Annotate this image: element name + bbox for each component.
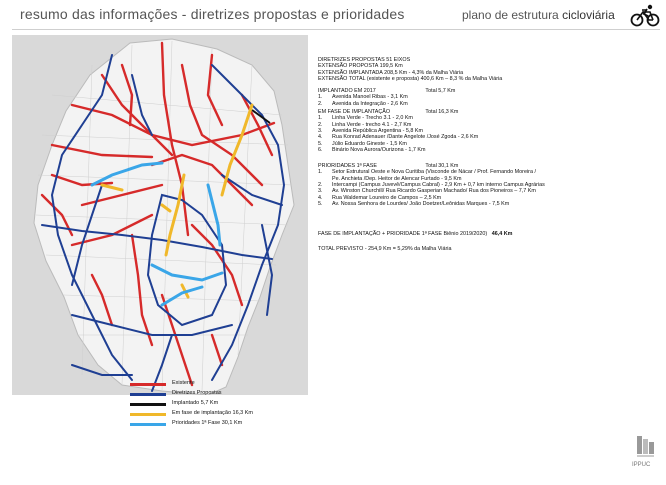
list-item: Pe. Anchieta /Dep. Heitor de Alencar Furtado - 9,5 Km bbox=[332, 175, 462, 182]
list-item: 1. Setor Estrutural Oeste e Nova Curitiba (Visconde de Nácar / Prof. Fernando Moreira / bbox=[318, 169, 536, 176]
summary-line: EXTENSÃO PROPOSTA 199,5 Km bbox=[318, 63, 403, 70]
list-item: 5. Av. Nossa Senhora de Lourdes/ João Doetzer/Leônidas Marques - 7,5 Km bbox=[318, 200, 510, 207]
slide-title: resumo das informações - diretrizes propostas e prioridades bbox=[20, 6, 405, 22]
list-item: 4. Rua Waldemar Loureiro de Campos – 2,5 Km bbox=[318, 194, 442, 201]
section-total: Total 16,3 Km bbox=[425, 109, 459, 116]
summary-line: EXTENSÃO TOTAL (existente e proposta) 400,6 Km – 8,3 % da Malha Viária bbox=[318, 75, 503, 82]
section-header: IMPLANTADO EM 2017 bbox=[318, 88, 376, 95]
section-total: Total 30,1 Km bbox=[425, 163, 459, 170]
section-header: EM FASE DE IMPLANTAÇÃO bbox=[318, 109, 391, 116]
legend-swatch bbox=[130, 403, 166, 406]
section-header: PRIORIDADES 1ª FASE bbox=[318, 163, 377, 170]
summary-line: EXTENSÃO IMPLANTADA 208,5 Km - 4,3% da Malha Viária bbox=[318, 69, 464, 76]
list-item: 3. Av. Winston Churchill/ Rua Ricardo Gasperian Machado/ Rua dos Pioneiros – 7,7 Km bbox=[318, 188, 536, 195]
header-divider bbox=[12, 29, 660, 30]
list-item: 2. Intercampi (Campus Juvevê/Campus Cabral) - 2,9 Km + 0,7 km interno Campus Agrárias bbox=[318, 182, 545, 189]
list-item: 1. Linha Verde - Trecho 3.1 - 2,0 Km bbox=[318, 115, 413, 122]
fase-total-value: 46,4 Km bbox=[491, 231, 513, 238]
ippuc-logo-text: IPPUC bbox=[632, 462, 651, 468]
legend-swatch bbox=[130, 393, 166, 396]
list-item: 6. Binário Nova Aurora/Ourizona - 1,7 Km bbox=[318, 146, 426, 153]
subtitle-prefix: plano de estrutura bbox=[462, 8, 559, 22]
fase-total-label: FASE DE IMPLANTAÇÃO + PRIORIDADE 1ª FASE Biênio 2019/2020) bbox=[318, 231, 488, 238]
legend-swatch bbox=[130, 413, 166, 416]
summary-line: DIRETRIZES PROPOSTAS 51 EIXOS bbox=[318, 57, 411, 63]
info-panel bbox=[318, 57, 648, 252]
list-item: 4. Rua Konrad Adenauer /Dante Angelote /José Zgoda - 2,6 Km bbox=[318, 134, 479, 141]
section-total: Total 5,7 Km bbox=[425, 88, 456, 95]
list-item: 1. Avenida Manoel Ribas - 3,1 Km bbox=[318, 94, 408, 101]
list-item: 5. Júlio Eduardo Gineste - 1,5 Km bbox=[318, 140, 407, 147]
list-item: 2. Linha Verde - trecho 4.1 - 2,7 Km bbox=[318, 121, 412, 128]
list-item: 2. Avenida da Integração - 2,6 Km bbox=[318, 100, 408, 107]
legend-swatch bbox=[130, 383, 166, 386]
legend-swatch bbox=[130, 423, 166, 426]
slide-subtitle bbox=[462, 8, 615, 22]
list-item: 3. Avenida República Argentina - 5,8 Km bbox=[318, 127, 423, 134]
bicycle-icon bbox=[630, 3, 660, 27]
subtitle-highlight: cicloviária bbox=[562, 8, 615, 22]
cycle-network-map bbox=[12, 35, 308, 395]
total-previsto: TOTAL PREVISTO - 254,9 Km = 5,29% da Malha Viária bbox=[318, 245, 452, 252]
